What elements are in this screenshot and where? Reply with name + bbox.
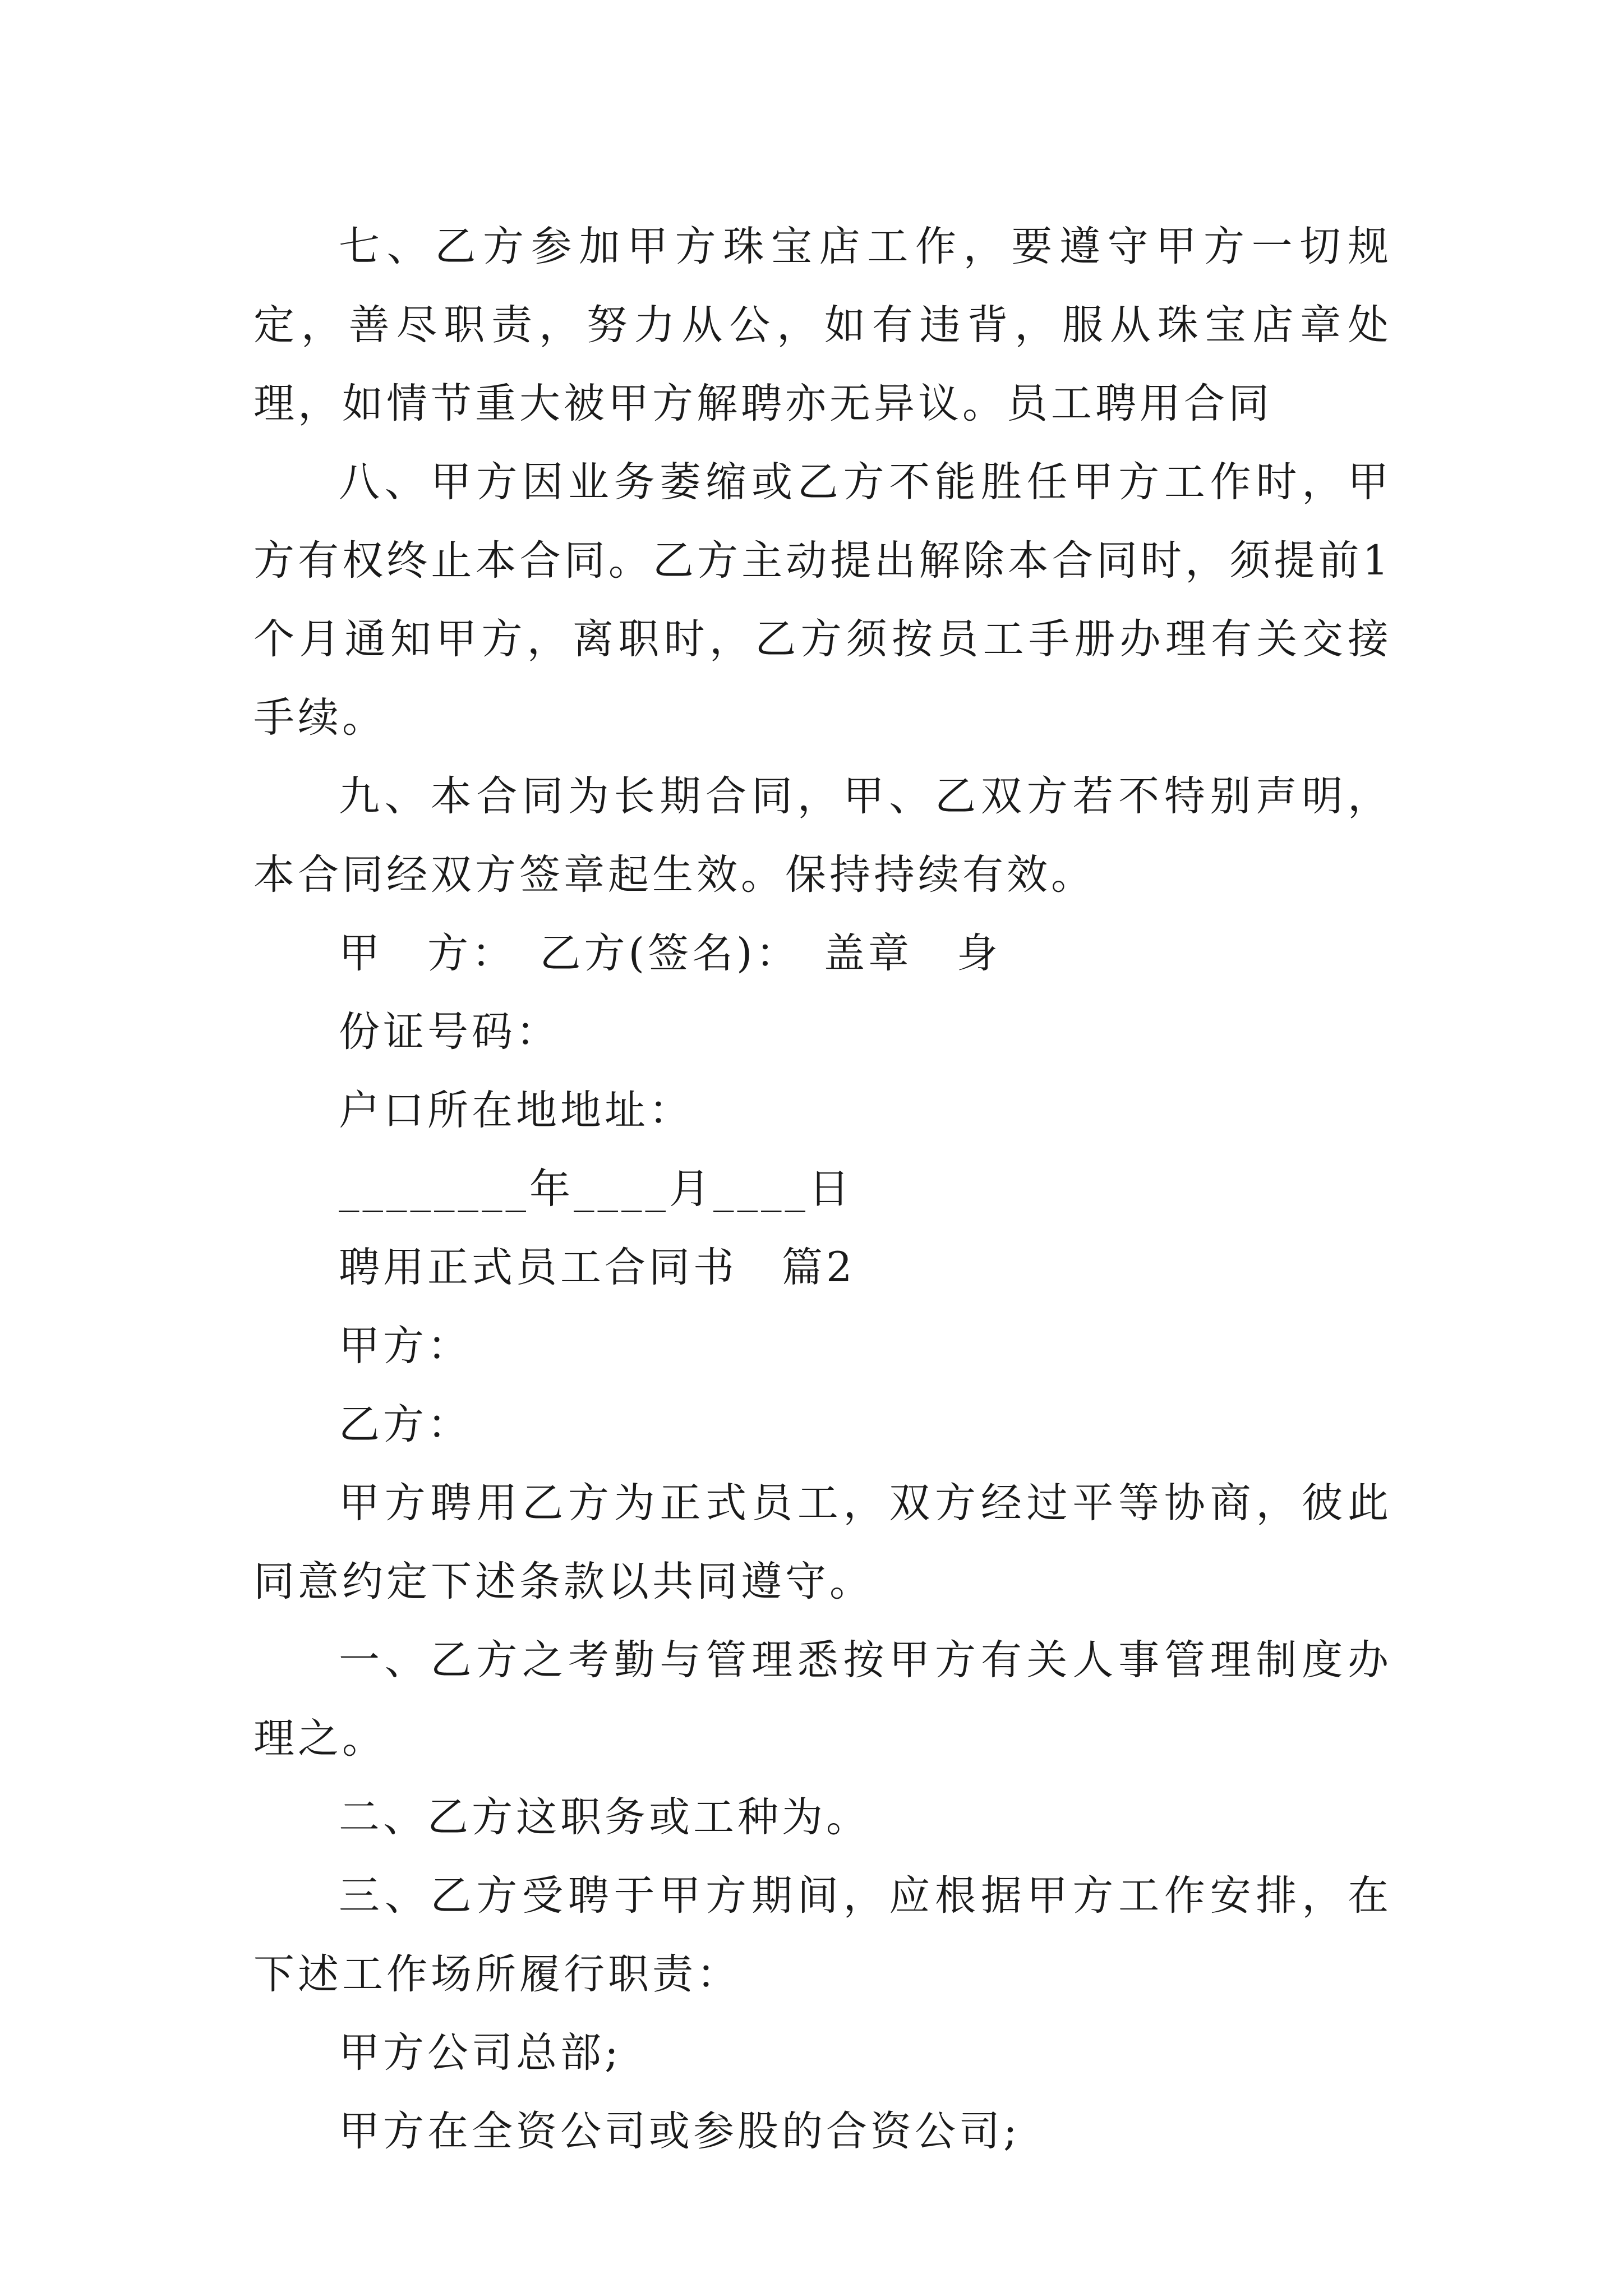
clause-7: 七、乙方参加甲方珠宝店工作，要遵守甲方一切规定，善尽职责，努力从公，如有违背，服从珠宝店章处理，如情节重大被甲方解聘亦无异议。员工聘用合同	[253, 223, 1392, 427]
workplace-item-2: 甲方在全资公司或参股的合资公司;	[339, 2108, 1021, 2155]
workplace-item-1: 甲方公司总部;	[339, 2029, 622, 2077]
party-b-line: 乙方：	[339, 1401, 472, 1448]
address-line: 户口所在地地址：	[339, 1087, 693, 1134]
signature-line: 甲 方： 乙方(签名)： 盖章 身	[339, 930, 1001, 977]
party-a-line: 甲方：	[339, 1322, 472, 1370]
document-body	[253, 208, 1392, 2171]
clause-3: 三、乙方受聘于甲方期间，应根据甲方工作安排，在下述工作场所履行职责：	[253, 1872, 1392, 1998]
intro-paragraph: 甲方聘用乙方为正式员工，双方经过平等协商，彼此同意约定下述条款以共同遵守。	[253, 1479, 1392, 1605]
date-line: ________年____月____日	[339, 1165, 853, 1213]
section-title: 聘用正式员工合同书 篇2	[339, 1244, 856, 1291]
clause-2: 二、乙方这职务或工种为。	[339, 1793, 870, 1841]
clause-8: 八、甲方因业务萎缩或乙方不能胜任甲方工作时，甲方有权终止本合同。乙方主动提出解除本合同时，须提前1个月通知甲方，离职时，乙方须按员工手册办理有关交接手续。	[253, 458, 1392, 742]
clause-9: 九、本合同为长期合同，甲、乙双方若不特别声明，本合同经双方签章起生效。保持持续有效。	[253, 772, 1392, 899]
id-number-line: 份证号码：	[339, 1008, 560, 1056]
clause-1: 一、乙方之考勤与管理悉按甲方有关人事管理制度办理之。	[253, 1636, 1392, 1763]
